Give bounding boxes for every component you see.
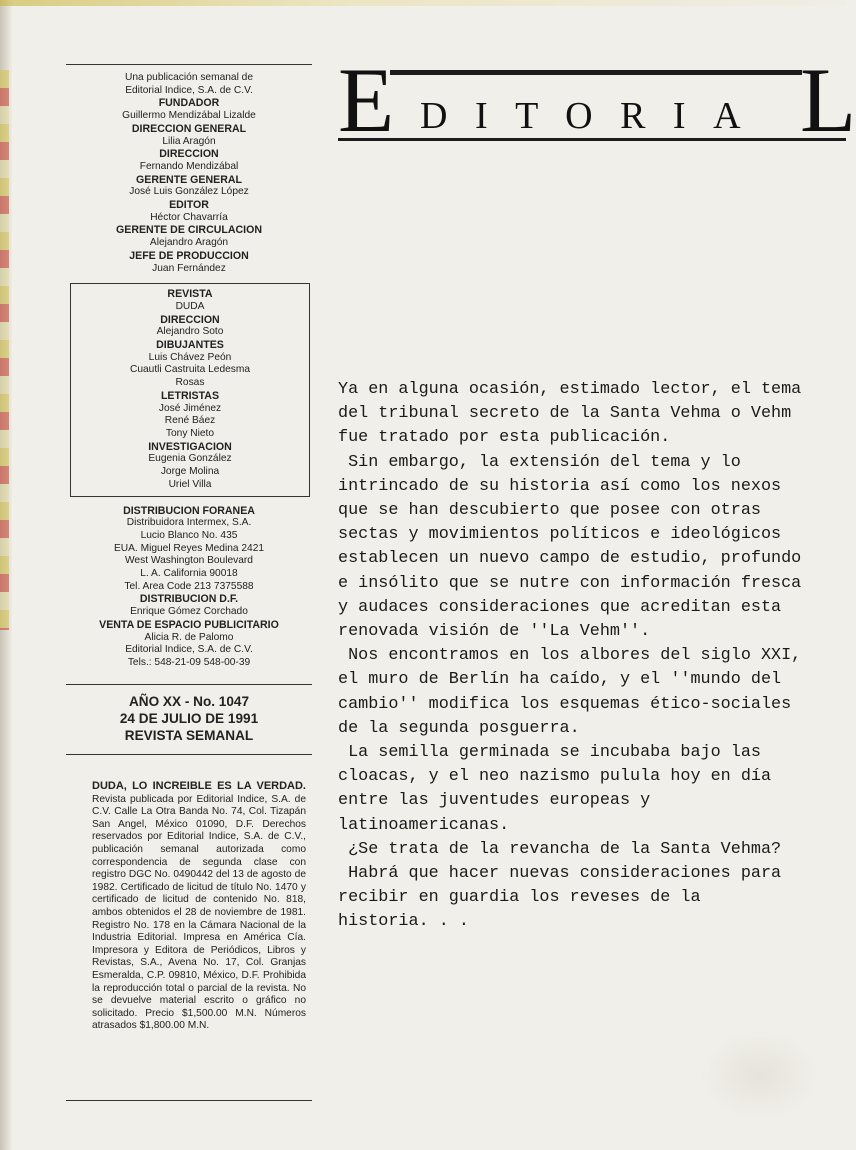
role-name: José Luis González López [129,186,249,198]
editorial-line: que se han descubierto que posee con otras [338,501,761,521]
editorial-line: renovada visión de ''La Vehm''. [338,622,651,642]
role-name: Juan Fernández [152,262,226,274]
role-name: José Jiménez [158,402,222,414]
role-name: Alejandro Aragón [149,237,229,249]
role-name: Eugenia González [148,453,232,465]
role-name: DUDA [175,300,205,312]
address-line: Distribuidora Intermex, S.A. [126,517,252,529]
address-line: L. A. California 90018 [140,568,238,580]
legal-notice [92,780,306,1033]
role-label: EDITOR [169,199,209,212]
editorial-line: e insólito que se nutre con información fresca [338,573,802,593]
role-name: Cuautli Castruita Ledesma [129,364,251,376]
role-label: DIRECCION [159,148,219,161]
address-line: Tel. Area Code 213 7375588 [124,580,254,592]
editorial-line: Ya en alguna ocasión, estimado lector, el tema [338,380,802,399]
legal-lead: DUDA, LO INCREIBLE ES LA VERDAD. [92,780,306,792]
role-name: Uriel Villa [168,478,212,490]
editorial-line: entre las juventudes europeas y [338,791,651,811]
editorial-line: fue tratado por esta publicación. [338,428,671,448]
address-line: Lucio Blanco No. 435 [140,529,238,541]
role-label: JEFE DE PRODUCCION [129,249,249,262]
role-label: DIRECCION GENERAL [131,122,247,135]
role-label: DIBUJANTES [156,339,224,352]
role-name: Tony Nieto [165,427,215,439]
role-name: Luis Chávez Peón [148,351,232,363]
editorial-line: Nos encontramos en los albores del siglo XXI, [338,646,802,666]
role-name: Alejandro Soto [156,326,224,338]
legal-text: Revista publicada por Editorial Indice, S.A. de C.V. Calle La Otra Banda No. 74, Col. Tizapán San Angel, México 01090, D.F. Derechos reservados por Editorial Indice, S.A. de C.V., publicación semanal autorizada como correspondencia de segunda clase con registro DGC No. 0490442 del 13 de agosto de 1982. Certificado de licitud de título No. 1470 y certificado de licitud de contenido No. 818, ambos obtenidos el 28 de noviembre de 1981. Registro No. 178 en la Cámara Nacional de la Industria Editorial. Impresa en América Cía. Impresora y Editora de Periódicos, Libros y Revistas, S.A., Avena No. 17, Col. Granjas Esmeralda, C.P. 09810, México, D.F. Prohibida la reproducción total o parcial de la revista. No se devuelve material escrito o gráfico no solicitado. Precio $1,500.00 M.N. Números atrasados $1,800.00 M.N. [92,793,306,1032]
role-name: René Báez [164,415,216,427]
address-line: Editorial Indice, S.A. de C.V. [125,644,253,656]
editorial-line: sectas y movimientos políticos e ideológicos [338,525,782,545]
intro-line: Una publicación semanal de [125,72,253,83]
revista-staff-box [70,283,310,496]
editorial-line: del tribunal secreto de la Santa Vehma o Vehm [338,404,792,424]
heading-middle-letters: DITORIA [420,95,769,137]
role-label: INVESTIGACION [148,440,232,453]
heading-final-letter: L [800,49,856,151]
editorial-line: el muro de Berlín ha caído, y el ''mundo del [338,670,782,690]
editorial-line: Sin embargo, la extensión del tema y lo [338,452,741,472]
role-name: Fernando Mendizábal [139,160,239,172]
role-name: Jorge Molina [160,466,220,478]
issue-frequency: REVISTA SEMANAL [124,728,254,743]
intro-line: Editorial Indice, S.A. de C.V. [125,84,253,96]
editorial-line: latinoamericanas. [338,815,510,835]
editorial-line: intrincado de su historia así como los nexos [338,476,782,496]
role-label: DISTRIBUCION D.F. [139,593,239,606]
address-line: Alicia R. de Palomo [144,631,234,643]
editorial-line: Habrá que hacer nuevas consideraciones para [338,864,782,884]
adjacent-page-strip [0,70,9,630]
role-label: REVISTA [167,288,213,301]
editorial-line: La semilla germinada se incubaba bajo las [338,743,761,763]
legal-bottom-rule [66,1100,312,1101]
top-page-edge [0,0,846,6]
editorial-line: historia. . . [338,912,469,932]
heading-initial-letter: E [338,49,395,151]
editorial-body [338,378,830,935]
editorial-line: ¿Se trata de la revancha de la Santa Vehma? [338,839,782,859]
role-name: Lilia Aragón [162,135,216,147]
show-through-smudge [700,1030,820,1120]
editorial-line: de la segunda posguerra. [338,718,580,738]
heading-top-rule [390,70,802,75]
editorial-line: cloacas, y el neo nazismo pulula hoy en día [338,767,772,787]
role-label: GERENTE GENERAL [136,173,242,186]
masthead-top-rule [66,64,312,65]
role-label: LETRISTAS [160,389,220,402]
role-name: Enrique Gómez Corchado [130,606,248,618]
role-label: VENTA DE ESPACIO PUBLICITARIO [99,618,279,631]
role-label: DIRECCION [160,313,220,326]
role-name: Héctor Chavarría [150,211,228,223]
issue-date: 24 DE JULIO DE 1991 [119,711,259,726]
address-line: West Washington Boulevard [125,555,253,567]
address-line: EUA. Miguel Reyes Medina 2421 [113,542,265,554]
editorial-line: y audaces consideraciones que acreditan esta [338,597,782,617]
role-label: DISTRIBUCION FORANEA [123,504,255,517]
role-label: FUNDADOR [158,97,220,110]
role-label: GERENTE DE CIRCULACION [116,224,262,237]
editorial-line: recibir en guardia los reveses de la [338,888,701,908]
address-line: Tels.: 548-21-09 548-00-39 [127,656,251,668]
role-name: Guillermo Mendizábal Lizalde [122,110,256,122]
masthead-credits [66,64,312,670]
role-name: Rosas [175,377,205,389]
heading-bottom-rule [338,138,846,141]
editorial-line: cambio'' modifica los esquemas ético-sociales [338,694,792,714]
issue-info [66,684,312,755]
editorial-line: establecen un nuevo campo de estudio, profundo [338,549,802,569]
issue-number: AÑO XX - No. 1047 [128,694,250,709]
